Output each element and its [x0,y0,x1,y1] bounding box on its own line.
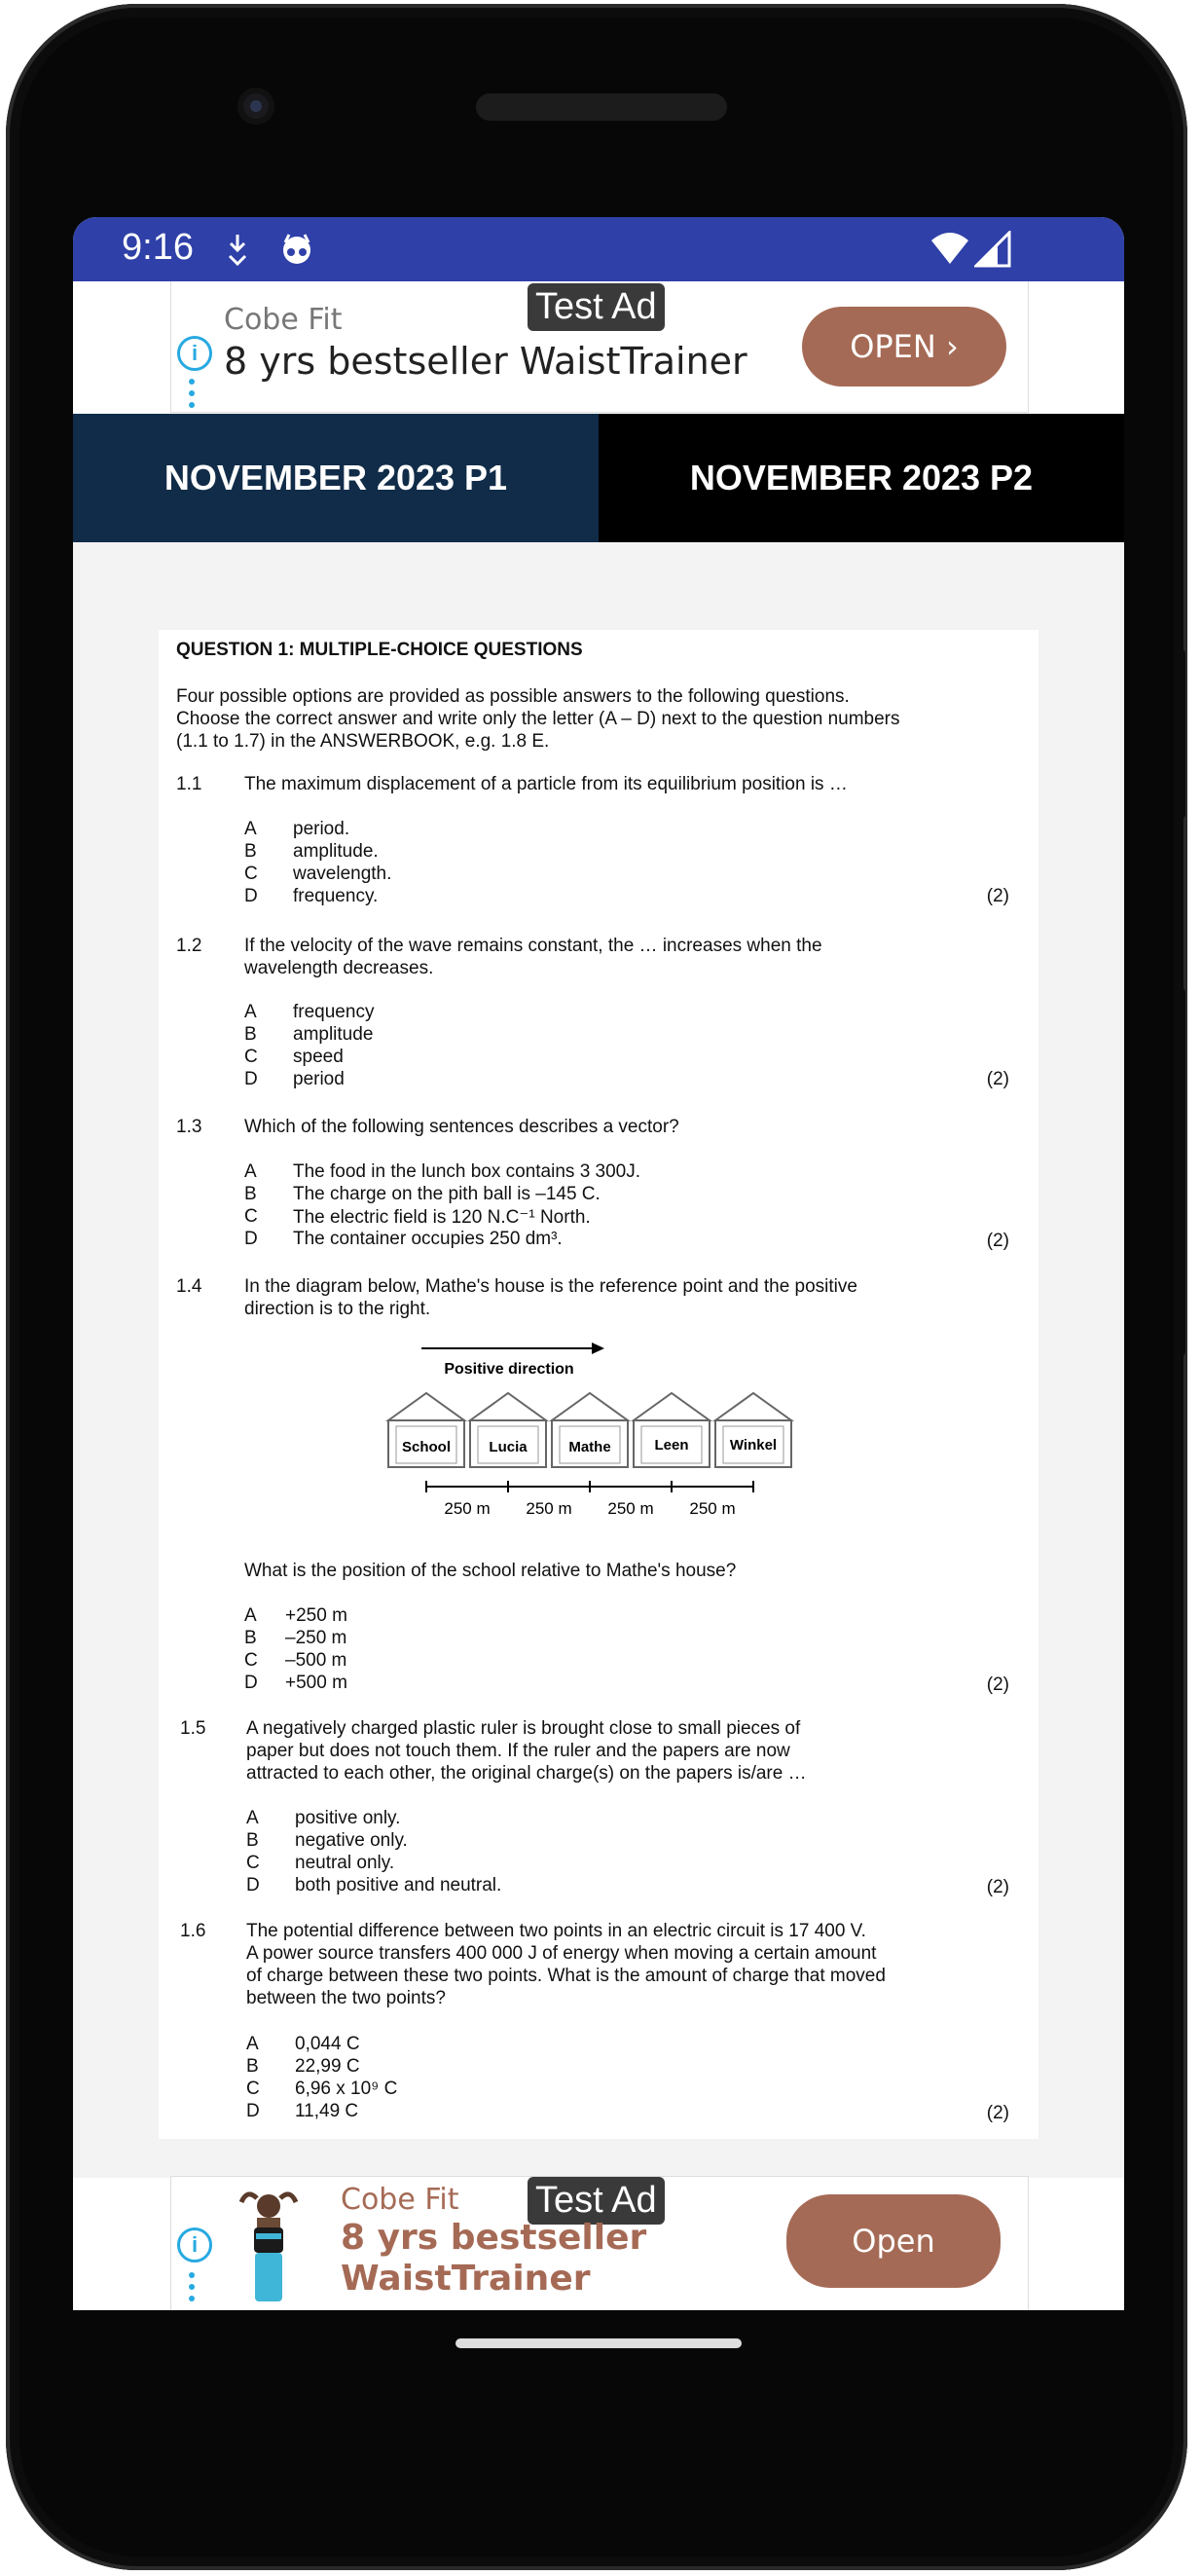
wifi-icon [929,231,970,268]
marks: (2) [986,886,1009,906]
position-diagram [373,1339,820,1524]
option-text: wavelength. [293,864,392,884]
option-letter: A [244,1002,257,1022]
ad-open-button[interactable]: Open [786,2194,1001,2288]
test-ad-label: Test Ad [528,283,665,331]
top-ad-banner[interactable] [170,281,1029,413]
ad-brand: Cobe Fit [341,2183,459,2217]
option-text: both positive and neutral. [295,1875,502,1895]
question-text: A power source transfers 400 000 J of energy when moving a certain amount [246,1943,877,1964]
exam-page [159,630,1038,2139]
option-letter: D [246,1875,260,1895]
option-letter: A [244,1605,257,1626]
house-label: School [401,1439,452,1455]
option-letter: B [244,1628,257,1648]
question-number: 1.6 [180,1921,206,1941]
option-text: –250 m [285,1628,347,1648]
option-text: 11,49 C [295,2101,359,2121]
option-text: frequency [293,1002,375,1022]
option-text: The electric field is 120 N.C⁻¹ North. [293,1207,591,1228]
house-label: Winkel [729,1437,778,1454]
ad-brand: Cobe Fit [224,303,343,337]
intro-line: Four possible options are provided as possible answers to the following questions. [176,686,850,707]
option-letter: B [244,1024,257,1045]
ad-info-icon[interactable]: i [177,2227,212,2263]
marks: (2) [986,1674,1009,1695]
marks: (2) [986,1069,1009,1089]
ad-open-button[interactable]: OPEN › [802,307,1006,386]
question-text: A negatively charged plastic ruler is brought close to small pieces of [246,1718,801,1739]
option-letter: B [246,2056,259,2077]
house-mathe [552,1393,628,1467]
house-label: Mathe [568,1439,611,1455]
house-leen [634,1393,710,1467]
marks: (2) [986,1231,1009,1251]
download-status-icon [224,231,251,268]
marks: (2) [986,2103,1009,2123]
option-letter: A [246,1808,259,1828]
earpiece-speaker [476,93,727,121]
question-text: of charge between these two points. What is the amount of charge that moved [246,1966,886,1986]
option-text: speed [293,1047,344,1067]
house-label: Leen [654,1437,689,1454]
question-number: 1.5 [180,1718,206,1739]
ad-headline-line1: 8 yrs bestseller [341,2218,647,2258]
intro-line: Choose the correct answer and write only the letter (A – D) next to the question numbers [176,709,900,729]
option-text: negative only. [295,1830,408,1851]
marks: (2) [986,1877,1009,1897]
question-followup: What is the position of the school relative to Mathe's house? [244,1561,737,1581]
distance-label: 250 m [607,1499,654,1518]
volume-button [1174,987,1185,1357]
question-number: 1.4 [176,1276,202,1297]
option-letter: D [244,1229,258,1249]
option-text: neutral only. [295,1853,395,1873]
option-letter: D [244,1673,258,1693]
option-letter: A [244,819,257,839]
option-text: The charge on the pith ball is –145 C. [293,1184,601,1204]
question-number: 1.1 [176,774,202,794]
question-text: The potential difference between two points in an electric circuit is 17 400 V. [246,1921,866,1941]
option-letter: B [244,1184,257,1204]
model-product-image [228,2189,310,2305]
option-text: 6,96 x 10⁹ C [295,2079,398,2099]
question-text: paper but does not touch them. If the ruler and the papers are now [246,1741,790,1761]
option-text: The container occupies 250 dm³. [293,1229,563,1249]
question-text: attracted to each other, the original charge(s) on the papers is/are … [246,1763,807,1784]
question-text: direction is to the right. [244,1299,431,1319]
option-text: positive only. [295,1808,401,1828]
option-letter: B [244,841,257,862]
option-letter: B [246,1830,259,1851]
bottom-ad-banner[interactable] [170,2176,1029,2310]
option-text: period [293,1069,345,1089]
option-letter: D [246,2101,260,2121]
house-label: Lucia [489,1439,528,1455]
question-text: wavelength decreases. [244,958,434,978]
arrow-label: Positive direction [444,1361,574,1378]
status-bar [73,217,1124,281]
ad-headline-line2: WaistTrainer [341,2259,591,2299]
phone-frame [6,4,1187,2570]
question-text: The maximum displacement of a particle from its equilibrium position is … [244,774,848,794]
tab-november-2023-p2[interactable]: NOVEMBER 2023 P2 [689,458,1034,497]
question-text: between the two points? [246,1988,446,2008]
option-letter: C [244,1650,258,1671]
option-letter: A [246,2034,259,2054]
document-viewer[interactable] [73,542,1124,2178]
question-heading: QUESTION 1: MULTIPLE-CHOICE QUESTIONS [176,640,583,660]
front-camera [237,88,274,125]
option-text: frequency. [293,886,379,906]
tab-bar [73,414,1124,542]
tab-november-2023-p1[interactable]: NOVEMBER 2023 P1 [73,414,599,542]
question-number: 1.2 [176,936,202,956]
question-text: In the diagram below, Mathe's house is the reference point and the positive [244,1276,857,1297]
option-text: +500 m [285,1673,347,1693]
distance-label: 250 m [689,1499,736,1518]
house-school [388,1393,464,1467]
ad-headline: 8 yrs bestseller WaistTrainer [224,340,747,383]
question-text: Which of the following sentences describes a vector? [244,1117,679,1137]
option-letter: D [244,1069,258,1089]
option-text: 0,044 C [295,2034,360,2054]
question-text: If the velocity of the wave remains constant, the … increases when the [244,936,822,956]
option-text: amplitude. [293,841,379,862]
ad-options-icon[interactable] [189,379,195,414]
ad-info-icon[interactable]: i [177,336,212,371]
ad-options-icon[interactable] [189,2272,195,2307]
option-letter: D [244,886,258,906]
home-indicator[interactable] [455,2338,742,2348]
test-ad-label: Test Ad [528,2177,665,2225]
app-screen [73,217,1124,2310]
house-winkel [715,1393,791,1467]
question-number: 1.3 [176,1117,202,1137]
distance-label: 250 m [444,1499,491,1518]
option-letter: C [244,864,258,884]
option-letter: C [244,1206,258,1227]
face-status-icon [279,231,314,268]
option-letter: C [244,1047,258,1067]
status-time: 9:16 [122,227,194,268]
option-letter: A [244,1161,257,1182]
intro-line: (1.1 to 1.7) in the ANSWERBOOK, e.g. 1.8 E. [176,731,550,752]
option-text: –500 m [285,1650,347,1671]
option-text: period. [293,819,350,839]
house-lucia [470,1393,546,1467]
option-text: amplitude [293,1024,374,1045]
power-button [1174,648,1185,820]
option-text: The food in the lunch box contains 3 300J. [293,1161,641,1182]
option-letter: C [246,2079,260,2099]
option-text: 22,99 C [295,2056,360,2077]
option-letter: C [246,1853,260,1873]
distance-label: 250 m [526,1499,572,1518]
signal-icon [974,231,1013,268]
option-text: +250 m [285,1605,347,1626]
